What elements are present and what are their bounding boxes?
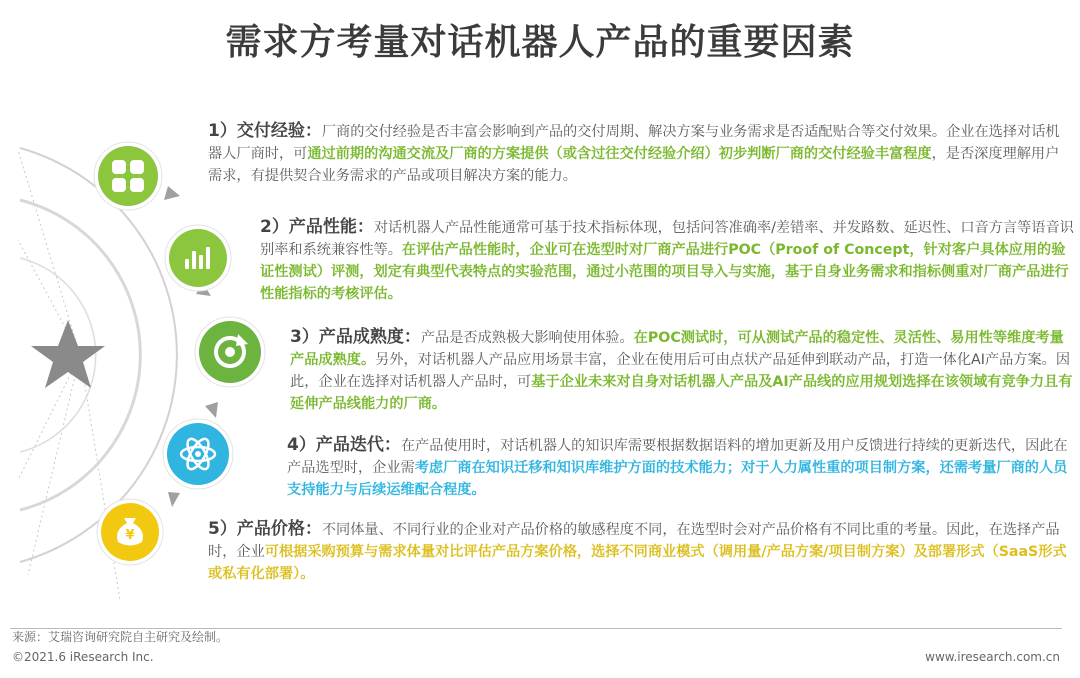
source-note: 来源：艾瑞咨询研究院自主研究及绘制。: [12, 630, 229, 644]
highlight-text: 可根据采购预算与需求体量对比评估产品方案价格，选择不同商业模式（调用量/产品方案/项目制方案）及部署形式（SaaS形式或私有化部署）。: [208, 544, 1067, 582]
bar-chart-icon: [163, 223, 233, 293]
factor-1: 1）交付经验：厂商的交付经验是否丰富会影响到产品的交付周期、解决方案与业务需求是否适配贴合等交付效果。企业在选择对话机器人厂商时，可通过前期的沟通交流及厂商的方案提供（或含过往交付经验介绍）初步判断厂商的交付经验丰富程度，是否深度理解用户需求，有提供契合业务需求的产品或项目解决方案的能力。: [208, 121, 1060, 184]
svg-text:¥: ¥: [125, 528, 135, 543]
refresh-icon: [193, 315, 267, 389]
factor-heading: 3）产品成熟度：: [290, 327, 421, 347]
apps-grid-icon: [92, 140, 164, 212]
factor-3: 3）产品成熟度：产品是否成熟极大影响使用体验。在POC测试时，可从测试产品的稳定性、灵活性、易用性等维度考量产品成熟度。另外，对话机器人产品应用场景丰富，企业在使用后可由点状产品延伸到联动产品，打造一体化AI产品方案。因此，企业在选择对话机器人产品时，可基于企业未来对自身对话机器人产品及AI产品线的应用规划选择在该领域有竞争力且有延伸产品线能力的厂商。: [290, 327, 1073, 412]
highlight-text: 通过前期的沟通交流及厂商的方案提供（或含过往交付经验介绍）初步判断厂商的交付经验丰富程度: [307, 146, 932, 162]
factor-2: 2）产品性能：对话机器人产品性能通常可基于技术指标体现，包括问答准确率/差错率、并发路数、延迟性、口音方言等语音识别率和系统兼容性等。在评估产品性能时，企业可在选型时对厂商产品进行POC（Proof of Concept，针对客户具体应用的验证性测试）评测，划定有典型代表特点的实验范围，通过小范围的项目导入与实施，基于自身业务需求和指标侧重对厂商产品进行性能指标的考核评估。: [260, 217, 1074, 302]
factor-heading: 4）产品迭代：: [287, 435, 401, 455]
website-url: www.iresearch.com.cn: [925, 650, 1060, 664]
page-title: 需求方考量对话机器人产品的重要因素: [225, 22, 855, 63]
factor-heading: 2）产品性能：: [260, 217, 374, 237]
factor-4: 4）产品迭代：在产品使用时，对话机器人的知识库需要根据数据语料的增加更新及用户反馈进行持续的更新迭代，因此在产品选型时，企业需考虑厂商在知识迁移和知识库维护方面的技术能力；对于人力属性重的项目制方案，还需考量厂商的人员支持能力与后续运维配合程度。: [287, 435, 1068, 498]
copyright: ©2021.6 iResearch Inc.: [12, 650, 154, 664]
factor-heading: 1）交付经验：: [208, 121, 322, 141]
highlight-text: 在评估产品性能时，企业可在选型时对厂商产品进行POC（Proof of Concept，针对客户具体应用的验证性测试）评测，划定有典型代表特点的实验范围，通过小范围的项目导入与实施，基于自身业务需求和指标侧重对厂商产品进行性能指标的考核评估。: [260, 242, 1069, 302]
highlight-text: 基于企业未来对自身对话机器人产品及AI产品线的应用规划选择在该领域有竞争力且有延伸产品线能力的厂商。: [290, 374, 1073, 412]
highlight-text: 考虑厂商在知识迁移和知识库维护方面的技术能力；对于人力属性重的项目制方案，还需考量厂商的人员支持能力与后续运维配合程度。: [287, 460, 1068, 498]
factor-heading: 5）产品价格：: [208, 519, 322, 539]
highlight-text: 在POC测试时，可从测试产品的稳定性、灵活性、易用性等维度考量产品成熟度。: [290, 330, 1064, 368]
factor-5: 5）产品价格：不同体量、不同行业的企业对产品价格的敏感程度不同，在选型时会对产品价格有不同比重的考量。因此，在选择产品时，企业可根据采购预算与需求体量对比评估产品方案价格，选择不同商业模式（调用量/产品方案/项目制方案）及部署形式（SaaS形式或私有化部署）。: [208, 519, 1067, 582]
money-bag-icon: [95, 497, 165, 567]
atom-icon: [161, 417, 235, 491]
